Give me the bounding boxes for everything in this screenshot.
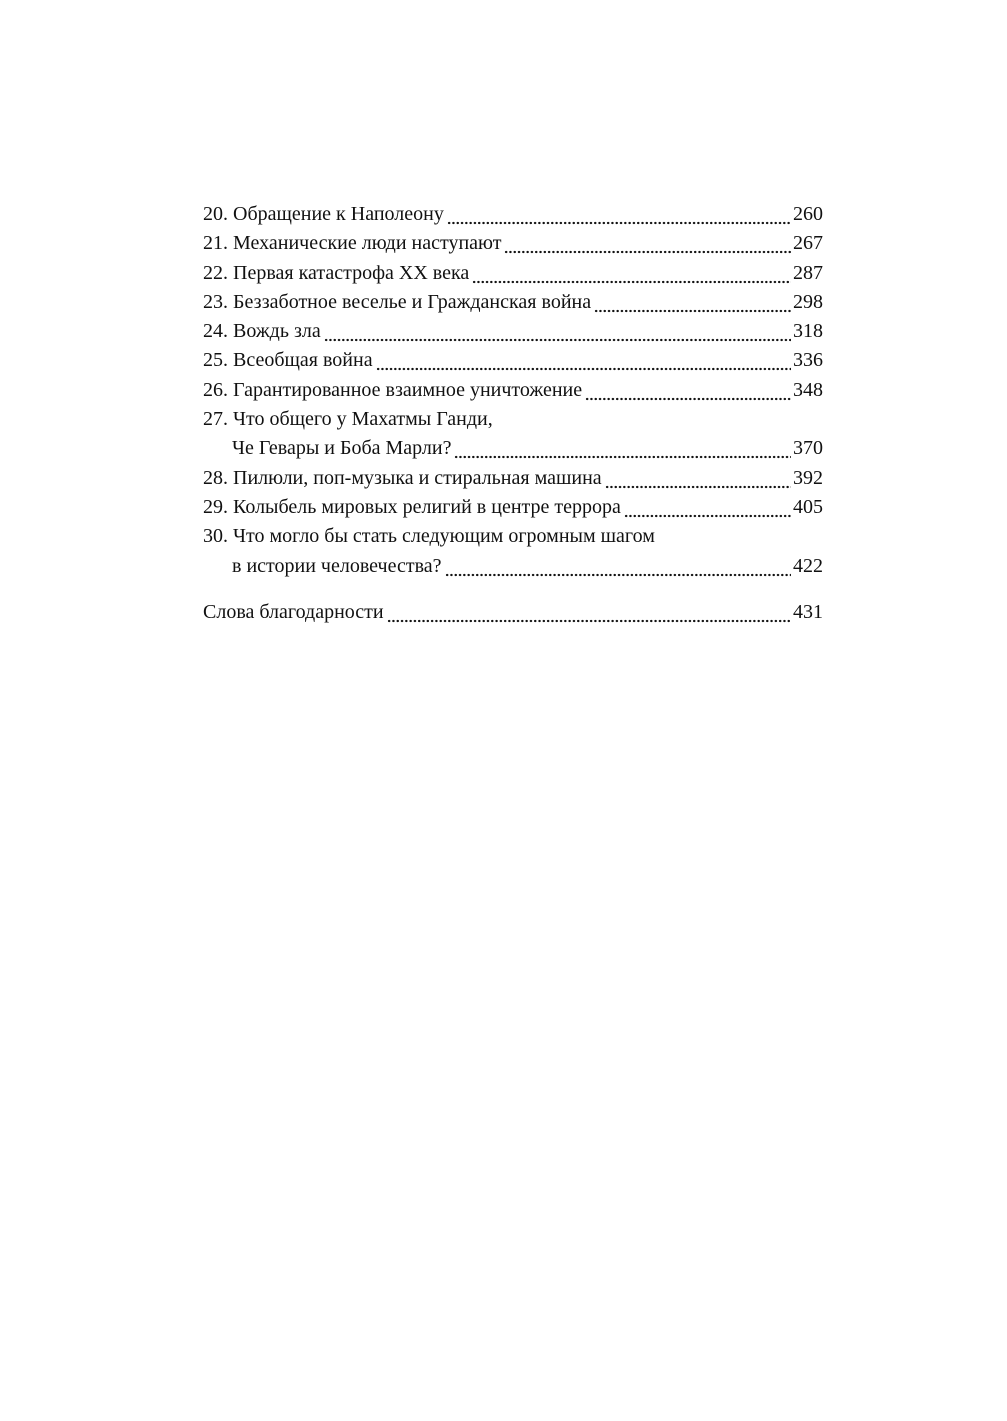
toc-entry-24 bbox=[203, 317, 823, 346]
dot-leader bbox=[585, 376, 791, 405]
dot-leader bbox=[605, 464, 791, 493]
toc-entry-title-line2: в истории человечества? bbox=[232, 554, 442, 577]
toc-entry-title: 22. Первая катастрофа XX века bbox=[203, 261, 470, 284]
dot-leader bbox=[454, 434, 791, 463]
toc-entry-title: 26. Гарантированное взаимное уничтожение bbox=[203, 378, 583, 401]
section-gap bbox=[203, 581, 823, 598]
toc-entry-acknowledgements bbox=[203, 598, 823, 627]
toc-entry-26 bbox=[203, 376, 823, 405]
toc-entry-25 bbox=[203, 346, 823, 375]
toc-entry-20 bbox=[203, 200, 823, 229]
toc-entry-23 bbox=[203, 288, 823, 317]
toc-entry-title-line1: 27. Что общего у Махатмы Ганди, bbox=[203, 408, 493, 431]
toc-entry-page: 348 bbox=[793, 378, 823, 401]
toc-entry-title: 29. Колыбель мировых религий в центре террора bbox=[203, 495, 621, 518]
dot-leader bbox=[387, 598, 791, 627]
toc-entry-title: 21. Механические люди наступают bbox=[203, 232, 502, 255]
toc-entry-title: 25. Всеобщая война bbox=[203, 349, 373, 372]
toc-entry-28 bbox=[203, 464, 823, 493]
toc-entry-page: 431 bbox=[793, 600, 823, 623]
toc-entry-page: 298 bbox=[793, 290, 823, 313]
toc-entry-title: 24. Вождь зла bbox=[203, 320, 321, 343]
toc-entry-title: 20. Обращение к Наполеону bbox=[203, 203, 444, 225]
dot-leader bbox=[624, 493, 791, 522]
toc-entry-page: 405 bbox=[793, 495, 823, 518]
dot-leader bbox=[324, 317, 791, 346]
toc-entry-title-line1: 30. Что могло бы стать следующим огромным шагом bbox=[203, 525, 655, 548]
dot-leader bbox=[445, 552, 791, 581]
toc-entry-page: 260 bbox=[793, 203, 823, 225]
toc-entry-page: 318 bbox=[793, 320, 823, 343]
toc-entry-title: 28. Пилюли, поп-музыка и стиральная машина bbox=[203, 466, 602, 489]
toc-entry-page: 336 bbox=[793, 349, 823, 372]
toc-entry-title-line2: Че Гевары и Боба Марли? bbox=[232, 437, 452, 460]
table-of-contents bbox=[203, 200, 823, 627]
toc-entry-21 bbox=[203, 229, 823, 258]
toc-entry-30 bbox=[203, 522, 823, 581]
dot-leader bbox=[447, 200, 791, 229]
toc-entry-page: 392 bbox=[793, 466, 823, 489]
toc-entry-page: 267 bbox=[793, 232, 823, 255]
dot-leader bbox=[472, 259, 791, 288]
dot-leader bbox=[376, 346, 791, 375]
toc-entry-page: 370 bbox=[793, 437, 823, 460]
dot-leader bbox=[594, 288, 791, 317]
toc-entry-22 bbox=[203, 259, 823, 288]
toc-entry-title: 23. Беззаботное веселье и Гражданская война bbox=[203, 290, 592, 313]
toc-entry-page: 422 bbox=[793, 554, 823, 577]
toc-entry-29 bbox=[203, 493, 823, 522]
toc-entry-title: Слова благодарности bbox=[203, 600, 384, 623]
toc-entry-27 bbox=[203, 405, 823, 464]
toc-entry-page: 287 bbox=[793, 261, 823, 284]
dot-leader bbox=[504, 229, 791, 258]
